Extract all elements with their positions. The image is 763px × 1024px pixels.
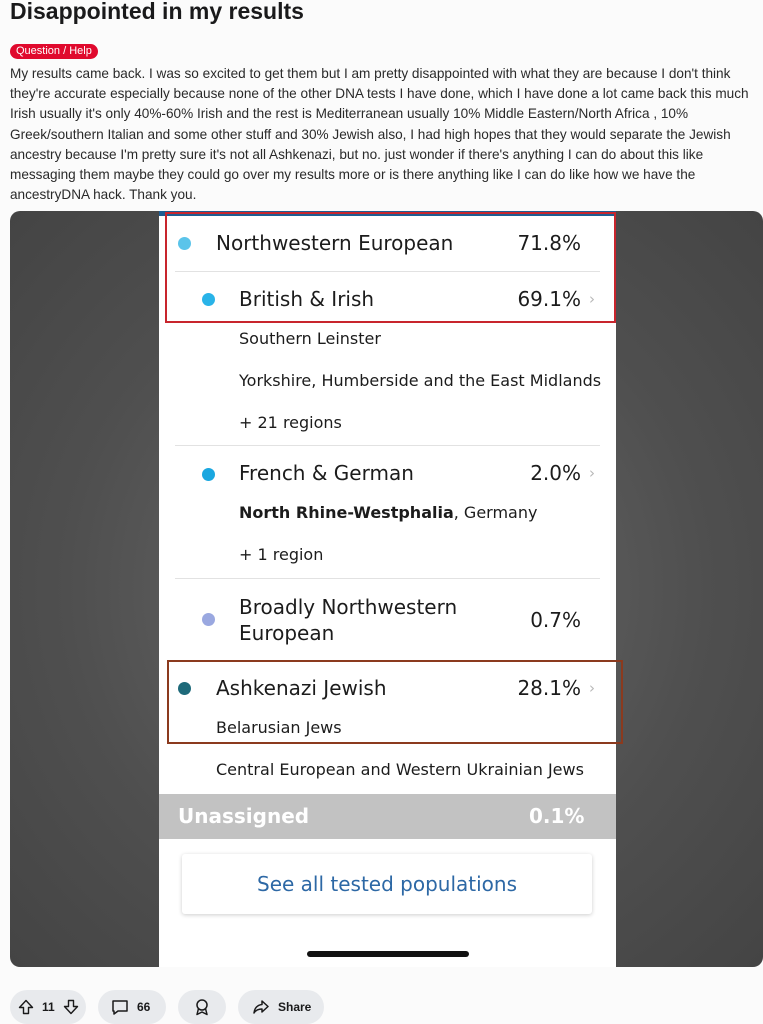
region-yorkshire: Yorkshire, Humberside and the East Midlands — [239, 371, 602, 390]
region-country: , Germany — [453, 503, 538, 522]
broad-nw-percent: 0.7% — [530, 608, 581, 632]
vote-count: 11 — [42, 1000, 55, 1014]
dna-results-screenshot — [159, 211, 616, 967]
ashkenazi-label: Ashkenazi Jewish — [216, 676, 387, 700]
highlight-box-ashkenazi — [167, 660, 623, 744]
comments-button[interactable] — [98, 990, 166, 1024]
divider — [175, 445, 600, 446]
more-regions-link[interactable]: + 1 region — [239, 545, 324, 564]
french-german-label: French & German — [239, 461, 414, 485]
divider — [175, 578, 600, 579]
british-irish-percent: 69.1% — [517, 287, 581, 311]
home-indicator — [307, 951, 469, 957]
post-body: My results came back. I was so excited to get them but I am pretty disappointed with what they are because I don't think they're accurate especially because none of the other DNA tests I have done, which I have done a lot came back this much Irish usually it's only 40%-60% Irish and the rest is Mediterranean usually 10% Middle Eastern/North Africa , 10% Greek/southern Italian and some other stuff and 30% Jewish also, I had high hopes that they would separate the Jewish ancestry because I'm pretty sure it's not all Ashkenazi, but no. just wonder if there's anything I can do about this like messaging them maybe they could go over my results more or is there anything like I can do like how we have the ancestryDNA hack. Thank you. — [10, 66, 749, 203]
vote-control — [10, 990, 86, 1024]
award-button[interactable] — [178, 990, 226, 1024]
unassigned-row — [159, 794, 616, 839]
post-title[interactable]: Disappointed in my results — [10, 0, 304, 24]
upvote-icon[interactable] — [18, 999, 34, 1015]
post-flair[interactable]: Question / Help — [10, 44, 98, 59]
region-central-european-jews: Central European and Western Ukrainian Jews — [216, 760, 584, 779]
award-icon — [193, 998, 211, 1016]
more-regions-link[interactable]: + 21 regions — [239, 413, 342, 432]
unassigned-label: Unassigned — [178, 804, 310, 828]
broad-nw-label-line1: Broadly Northwestern — [239, 595, 458, 619]
share-button[interactable] — [238, 990, 324, 1024]
french-german-dot — [202, 468, 215, 481]
region-belarusian-jews: Belarusian Jews — [216, 718, 342, 737]
comment-icon — [111, 998, 129, 1016]
region-southern-leinster: Southern Leinster — [239, 329, 381, 348]
chevron-right-icon[interactable]: › — [589, 679, 595, 697]
nw-european-percent: 71.8% — [517, 231, 581, 255]
french-german-percent: 2.0% — [530, 461, 581, 485]
unassigned-percent: 0.1% — [529, 804, 585, 828]
comment-count: 66 — [137, 1000, 151, 1014]
ashkenazi-percent: 28.1% — [517, 676, 581, 700]
chevron-right-icon[interactable]: › — [589, 464, 595, 482]
post-image[interactable] — [10, 211, 763, 967]
see-all-populations-button[interactable]: See all tested populations — [182, 854, 592, 914]
british-irish-label: British & Irish — [239, 287, 375, 311]
nw-european-label: Northwestern European — [216, 231, 454, 255]
downvote-icon[interactable] — [63, 999, 79, 1015]
broad-nw-dot — [202, 613, 215, 626]
region-north-rhine — [239, 503, 537, 522]
broad-nw-label-line2: European — [239, 621, 335, 645]
highlight-box-nw-european — [165, 212, 616, 323]
chevron-right-icon[interactable]: › — [589, 290, 595, 308]
share-icon — [252, 998, 270, 1016]
share-label: Share — [278, 1000, 312, 1014]
region-north-rhine-name: North Rhine-Westphalia — [239, 503, 454, 522]
